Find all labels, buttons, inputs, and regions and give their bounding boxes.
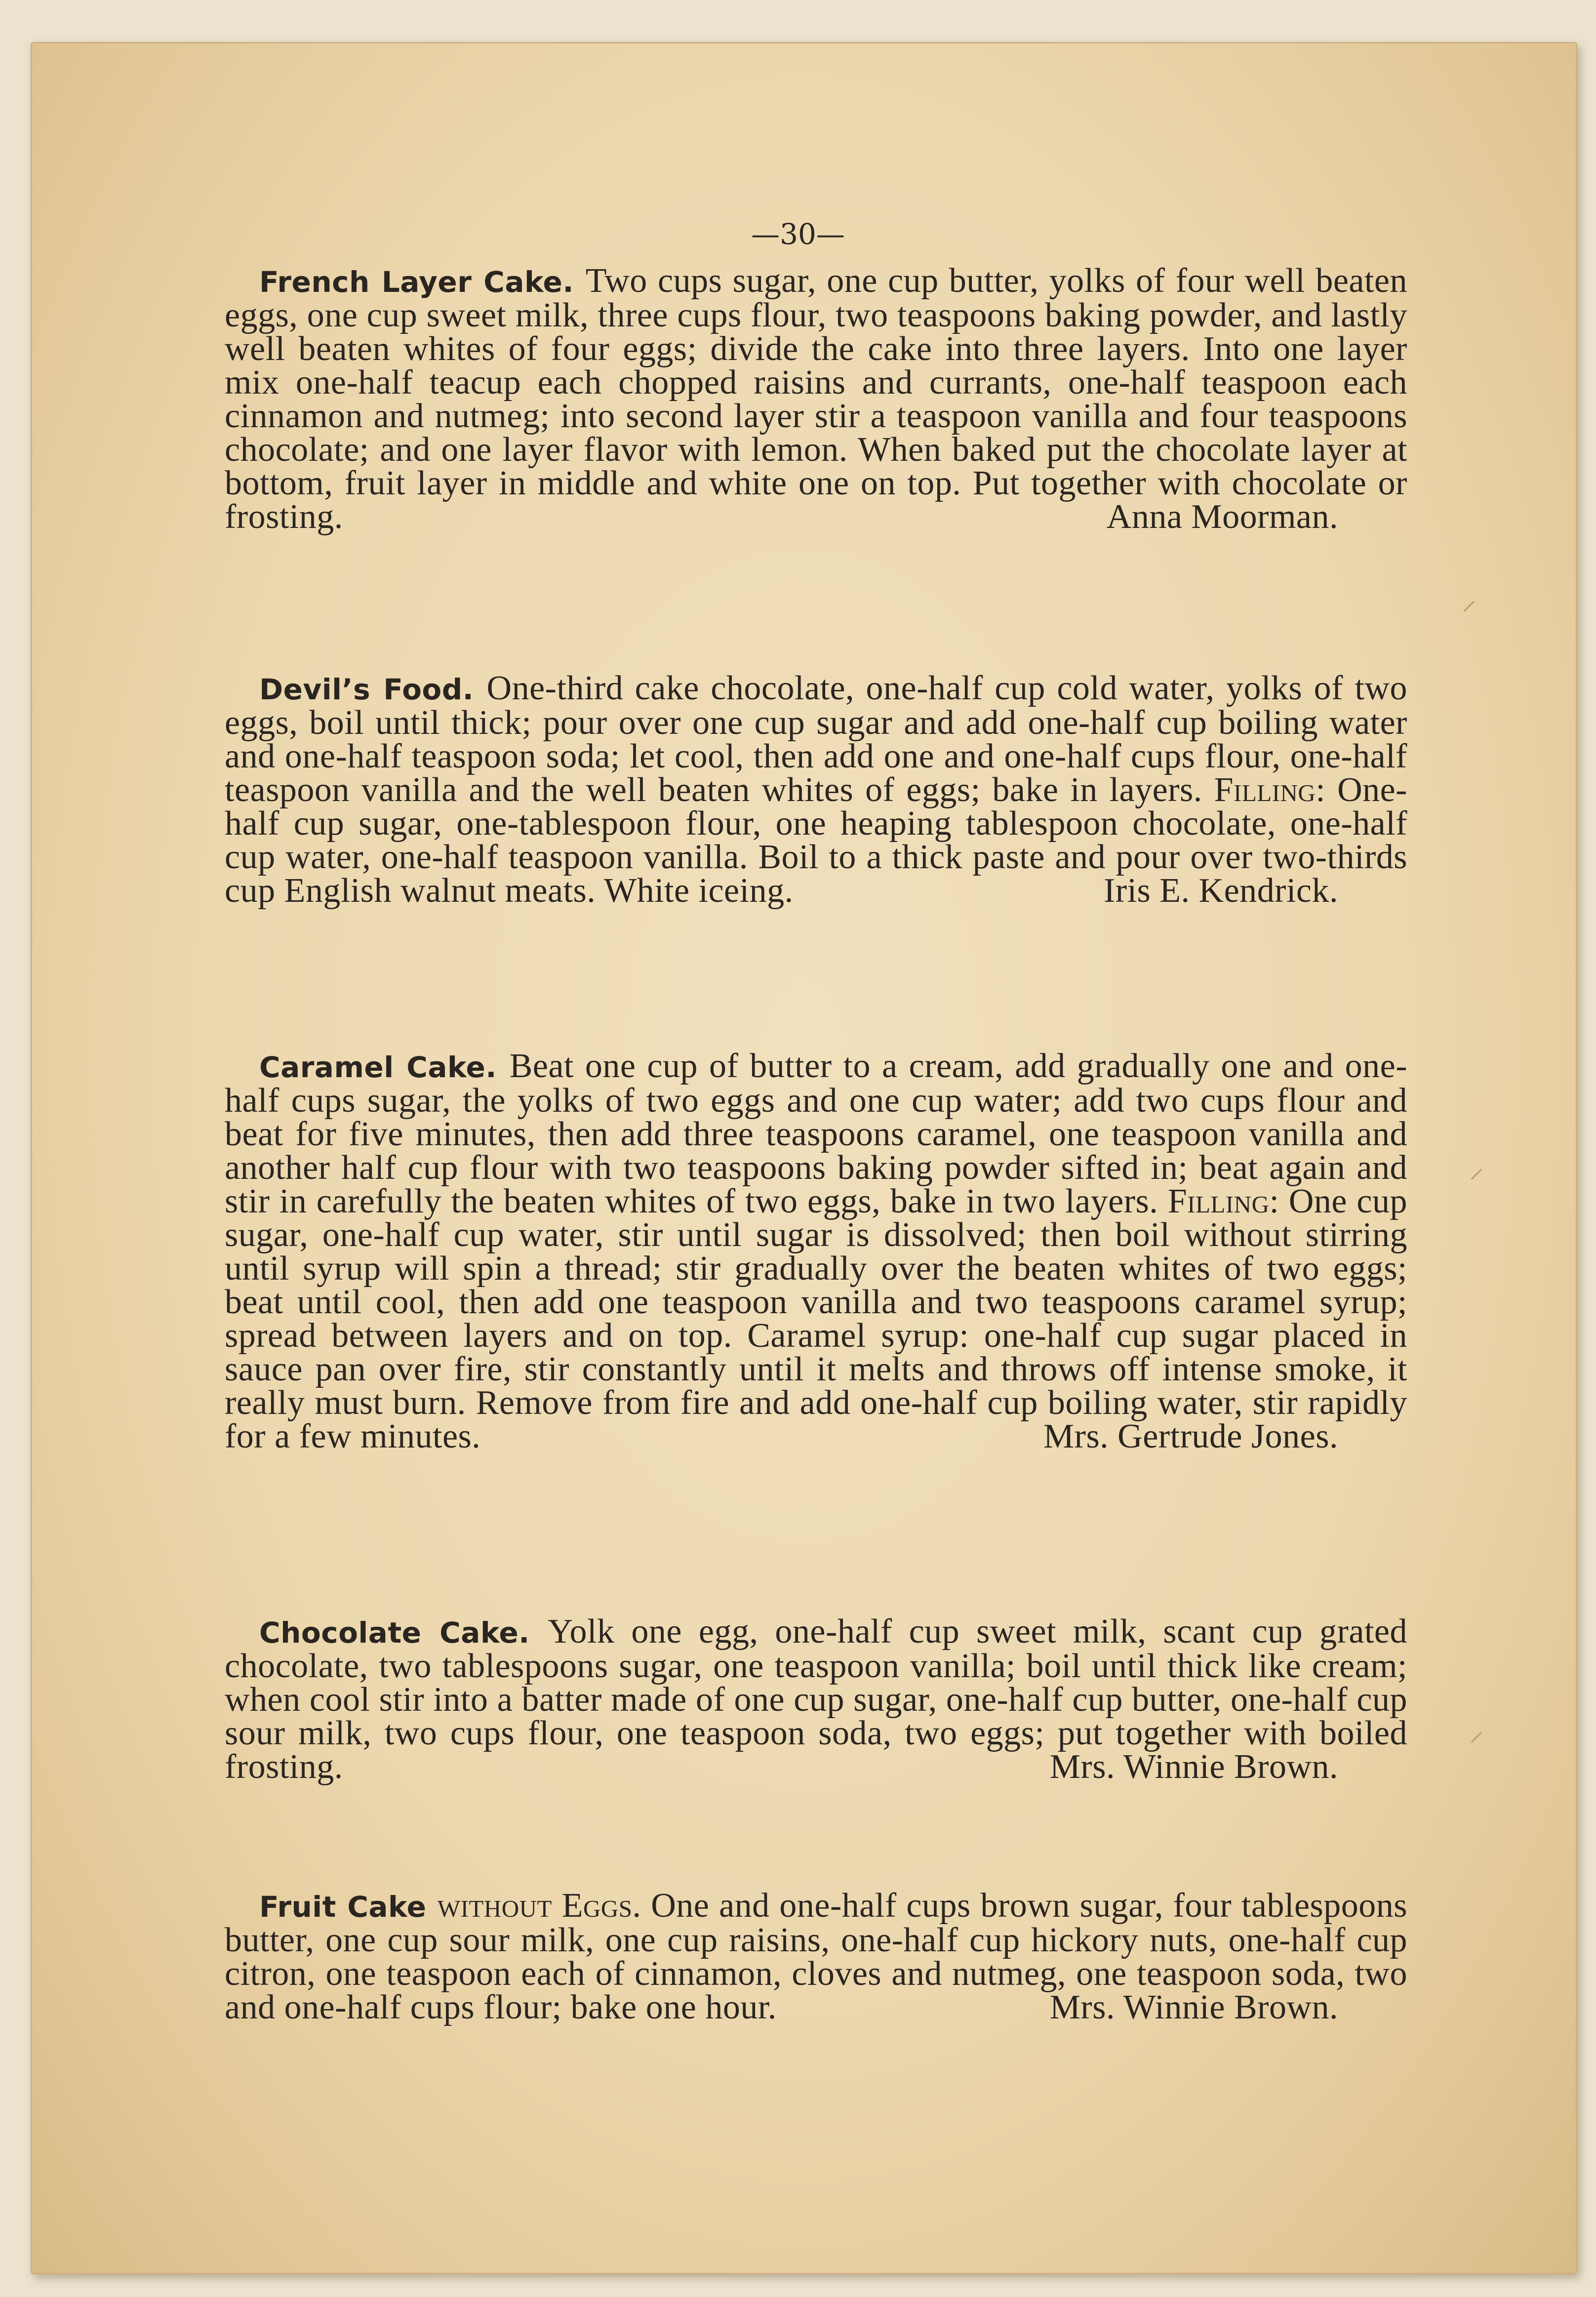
recipe-author: Iris E. Kendrick. <box>1103 872 1338 910</box>
recipe-body: One and one-half cups brown sugar, four tablespoons butter, one cup sour milk, one cup raisins, one-half cup hickory nuts, one-half cup citron, one teaspoon each of cinnamon, cloves and nutmeg, one teaspoon soda, two and one-half cups flour; bake one hour. <box>225 1887 1408 2026</box>
recipe-devils-food <box>225 669 1407 910</box>
recipe-body: One-third cake chocolate, one-half cup cold water, yolks of two eggs, boil until thick; pour over one cup sugar and add one-half cup boiling water and one-half teaspoon soda; let cool, then add one and one-half cups flour, one-half teaspoon vanilla and the well beaten whites of eggs; bake in layers. <box>225 669 1407 809</box>
recipe-body: Two cups sugar, one cup butter, yolks of four well beaten eggs, one cup sweet milk, three cups flour, two teaspoons baking powder, and lastly well beaten whites of four eggs; divide the cake into three layers. Into one layer mix one-half teacup each chopped raisins and currants, one-half teaspoon each cinnamon and nutmeg; into second layer stir a teaspoon vanilla and four teaspoons chocolate; and one layer flavor with lemon. When baked put the chocolate layer at bottom, fruit layer in middle and white one on top. Put together with chocolate or frosting. <box>225 262 1407 536</box>
recipe-body: Yolk one egg, one-half cup sweet milk, scant cup grated chocolate, two tablespoons sugar, one teaspoon vanilla; boil until thick like cream; when cool stir into a batter made of one cup sugar, one-half cup butter, one-half cup sour milk, two cups flour, one teaspoon soda, two eggs; put together with boiled frosting. <box>225 1612 1407 1786</box>
paper-tear-mark: ⸝ <box>1469 1713 1484 1748</box>
filling-label: Filling: <box>1214 771 1338 809</box>
recipe-author: Mrs. Winnie Brown. <box>1049 1748 1338 1786</box>
recipe-title: Fruit Cake <box>259 1890 438 1924</box>
paper-tear-mark: ⸝ <box>1469 1150 1484 1185</box>
recipe-title-suffix: without Eggs. <box>437 1887 651 1925</box>
recipe-body: Beat one cup of butter to a cream, add gradually one and one-half cups sugar, the yolks of two eggs and one cup water; add two cups flour and beat for five minutes, then add three teaspoons caramel, one teaspoon vanilla and another half cup flour with two teaspoons baking powder sifted in; beat again and stir in carefully the beaten whites of two eggs, bake in two layers. <box>225 1047 1407 1220</box>
recipe-title: Caramel Cake. <box>259 1050 510 1084</box>
recipe-chocolate-cake <box>225 1612 1407 1786</box>
paper-tear-mark: ⸝ <box>1462 582 1476 617</box>
recipe-title: Chocolate Cake. <box>259 1616 548 1650</box>
recipe-caramel-cake <box>225 1049 1407 1453</box>
recipe-author: Anna Moorman. <box>1106 498 1338 536</box>
recipe-title: French Layer Cake. <box>259 265 586 299</box>
recipe-body-filling: One-half cup sugar, one-tablespoon flour, one heaping tablespoon chocolate, one-half cup water, one-half teaspoon vanilla. Boil to a thick paste and pour over two-thirds cup English walnut meats. White iceing. <box>225 771 1407 910</box>
recipe-body-filling: One cup sugar, one-half cup water, stir until sugar is dissolved; then boil without stirring until syrup will spin a thread; stir gradually over the beaten whites of two eggs; beat until cool, then add one teaspoon vanilla and two teaspoons caramel syrup; spread between layers and on top. Caramel syrup: one-half cup sugar placed in sauce pan over fire, stir constantly until it melts and throws off intense smoke, it really must burn. Remove from fire and add one-half cup boiling water, stir rapidly for a few minutes. <box>225 1182 1407 1455</box>
page-number: —30— <box>751 217 845 251</box>
recipe-title: Devil’s Food. <box>259 673 487 706</box>
recipe-author: Mrs. Gertrude Jones. <box>1043 1417 1338 1455</box>
recipe-fruit-cake <box>225 1889 1407 2024</box>
recipe-french-layer-cake <box>225 264 1407 534</box>
recipe-author: Mrs. Winnie Brown. <box>1049 1988 1338 2026</box>
filling-label: Filling: <box>1167 1182 1289 1220</box>
